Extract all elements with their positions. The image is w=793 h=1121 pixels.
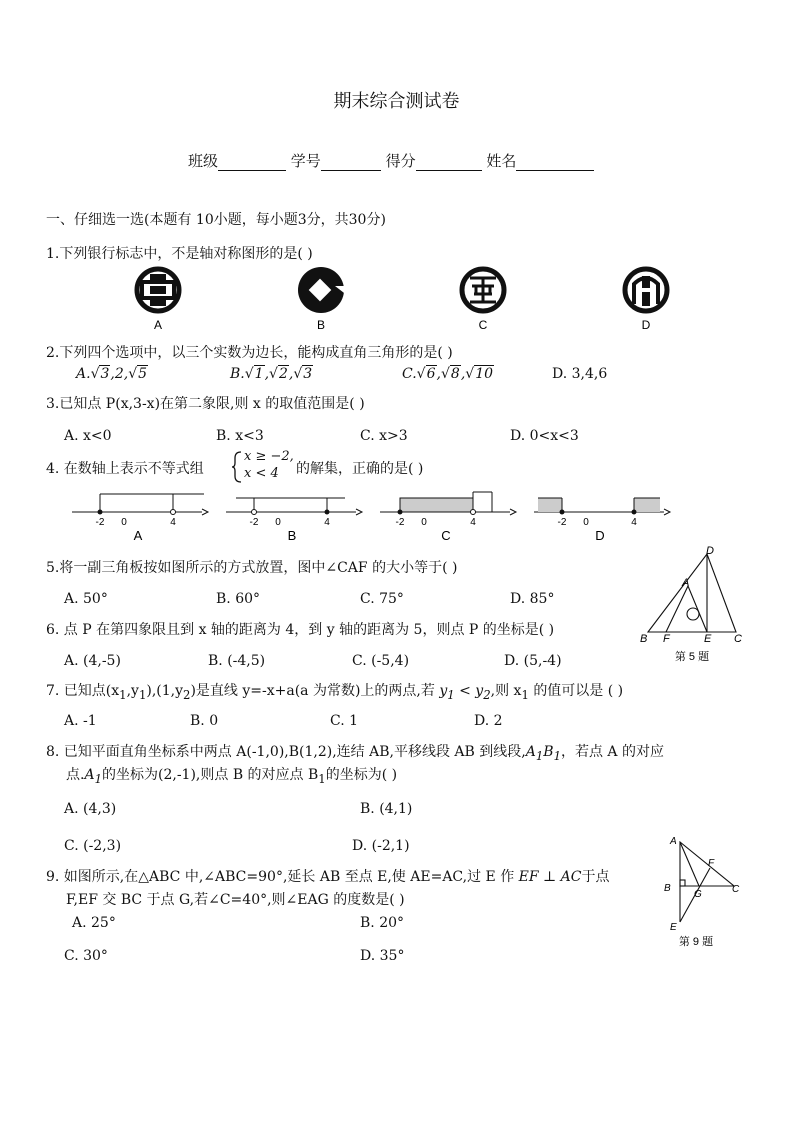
q4b-tick-neg2: -2 <box>249 517 259 528</box>
q5-option-c: C. 75° <box>360 591 404 607</box>
name-blank[interactable] <box>516 156 594 171</box>
q2-option-c: C.√6,√8,√10 <box>402 366 494 382</box>
q5-caption: 第 5 题 <box>674 651 710 663</box>
logo-d-icon <box>625 269 667 311</box>
q8-line-1: 8. 已知平面直角坐标系中两点 A(-1,0),B(1,2),连结 AB,平移线段 AB 到线段$,A_1B_1$，若点 A 的对应 <box>46 744 664 763</box>
q5-option-b: B. 60° <box>216 591 261 607</box>
q8-option-c: C. (-2,3) <box>64 838 122 854</box>
q4a-tick-4: 4 <box>170 517 176 528</box>
section-heading: 一、仔细选一选(本题有 10小题，每小题3分，共30分) <box>46 212 386 228</box>
q4-number-lines <box>0 488 793 544</box>
q7-option-b: B. 0 <box>190 713 219 729</box>
q5-pt-f: F <box>663 633 670 645</box>
q9-caption: 第 9 题 <box>678 936 714 948</box>
q4c-tick-neg2: -2 <box>395 517 405 528</box>
q9-pt-c: C <box>732 884 740 895</box>
number-blank[interactable] <box>321 156 381 171</box>
student-info-line <box>188 150 594 171</box>
q5-pt-a: A <box>682 577 690 589</box>
q6-stem: 6. 点 P 在第四象限且到 x 轴的距离为 4，到 y 轴的距离为 5，则点 P 的坐标是( ) <box>46 622 555 638</box>
q4-stem-end: 的解集，正确的是( ) <box>296 461 424 477</box>
class-blank[interactable] <box>218 156 286 171</box>
q6-option-a: A. (4,-5) <box>64 653 121 669</box>
q4d-tick-4: 4 <box>631 517 637 528</box>
q4-label-b: B <box>287 528 297 543</box>
score-blank[interactable] <box>416 156 482 171</box>
logo-c-icon <box>462 269 504 311</box>
q4-line-d <box>534 498 670 543</box>
q1-bank-logos <box>0 266 793 332</box>
q7-option-c: C. 1 <box>330 713 359 729</box>
q2-stem: 2.下列四个选项中，以三个实数为边长，能构成直角三角形的是( ) <box>46 345 453 361</box>
q8-option-d: D. (-2,1) <box>352 838 410 854</box>
q4a-tick-0: 0 <box>121 517 127 528</box>
q7-option-d: D. 2 <box>474 713 503 729</box>
q5-option-a: A. 50° <box>64 591 108 607</box>
q4-brace-icon <box>231 450 243 484</box>
q9-pt-b: B <box>664 883 671 894</box>
q1-label-a: A <box>153 318 163 332</box>
q5-option-d: D. 85° <box>510 591 555 607</box>
q3-option-b: B. x<3 <box>216 428 264 444</box>
name-label: 姓名 <box>486 152 517 170</box>
q9-pt-f: F <box>708 858 715 869</box>
q5-pt-c: C <box>734 633 742 645</box>
q1-label-b: B <box>316 318 326 332</box>
q5-pt-d: D <box>706 545 714 557</box>
q6-option-b: B. (-4,5) <box>208 653 266 669</box>
number-label: 学号 <box>290 152 321 170</box>
q4c-tick-4: 4 <box>470 517 476 528</box>
q6-option-d: D. (5,-4) <box>504 653 562 669</box>
q3-option-d: D. 0<x<3 <box>510 428 579 444</box>
logo-a-icon <box>137 269 179 311</box>
q2-option-a: A.√3,2,√5 <box>76 366 148 382</box>
q4d-tick-neg2: -2 <box>557 517 567 528</box>
q4-label-a: A <box>133 528 143 543</box>
q4-label-c: C <box>441 528 451 543</box>
q4-label-d: D <box>595 528 605 543</box>
q9-pt-e: E <box>670 922 677 933</box>
q1-label-c: C <box>478 318 488 332</box>
q4-line-c <box>380 492 516 543</box>
q1-stem: 1.下列银行标志中，不是轴对称图形的是( ) <box>46 246 313 262</box>
q9-pt-a: A <box>670 836 677 847</box>
q5-stem: 5.将一副三角板按如图所示的方式放置，图中∠CAF 的大小等于( ) <box>46 560 458 576</box>
q4-line-b <box>226 498 362 543</box>
q3-option-a: A. x<0 <box>64 428 112 444</box>
q1-label-d: D <box>641 318 651 332</box>
logo-b-icon <box>298 267 348 313</box>
q4-stem-start: 4. 在数轴上表示不等式组 <box>46 461 204 477</box>
q5-pt-b: B <box>640 633 648 645</box>
q9-line-2: F,EF 交 BC 于点 G,若∠C=40°,则∠EAG 的度数是( ) <box>66 892 405 908</box>
page-title: 期末综合测试卷 <box>333 91 460 112</box>
q2-option-d: D. 3,4,6 <box>552 366 608 382</box>
q3-stem: 3.已知点 P(x,3-x)在第二象限,则 x 的取值范围是( ) <box>46 396 365 412</box>
q9-option-a: A. 25° <box>72 915 116 931</box>
q5-pt-e: E <box>704 633 712 645</box>
q7-stem: 7. 已知点$(x_1,y_1),(1,y_2)$是直线 y=-x+a(a 为常数)上的两点,若 $y_1 < y_2$,则 $x_1$ 的值可以是 ( ) <box>46 683 624 702</box>
q4b-tick-4: 4 <box>324 517 330 528</box>
q9-line-1: 9. 如图所示,在△ABC 中,∠ABC=90°,延长 AB 至点 E,使 AE=AC,过 E 作 EF ⊥ AC于点 <box>46 869 610 885</box>
q4a-tick-neg2: -2 <box>95 517 105 528</box>
q2-option-b: B.√1,√2,√3 <box>230 366 313 382</box>
score-label: 得分 <box>385 152 416 170</box>
q4-line-a <box>72 494 208 543</box>
q6-option-c: C. (-5,4) <box>352 653 410 669</box>
q9-pt-g: G <box>694 889 702 900</box>
class-label: 班级 <box>188 152 219 170</box>
q9-option-d: D. 35° <box>360 948 405 964</box>
q9-option-b: B. 20° <box>360 915 405 931</box>
q4b-tick-0: 0 <box>275 517 281 528</box>
q4c-tick-0: 0 <box>421 517 427 528</box>
q8-line-2: 点$.A_1$的坐标为(2,-1),则点 B 的对应点 $B_1$的坐标为( ) <box>66 767 398 786</box>
q7-option-a: A. -1 <box>64 713 97 729</box>
q8-option-a: A. (4,3) <box>64 801 117 817</box>
q4-system-line-2: x < 4 <box>244 466 279 481</box>
q4-system-line-1: x ≥ −2, <box>244 449 294 464</box>
q5-figure <box>636 544 748 666</box>
q8-option-b: B. (4,1) <box>360 801 413 817</box>
q9-figure <box>658 832 748 952</box>
q4d-tick-0: 0 <box>583 517 589 528</box>
q3-option-c: C. x>3 <box>360 428 408 444</box>
q9-option-c: C. 30° <box>64 948 108 964</box>
